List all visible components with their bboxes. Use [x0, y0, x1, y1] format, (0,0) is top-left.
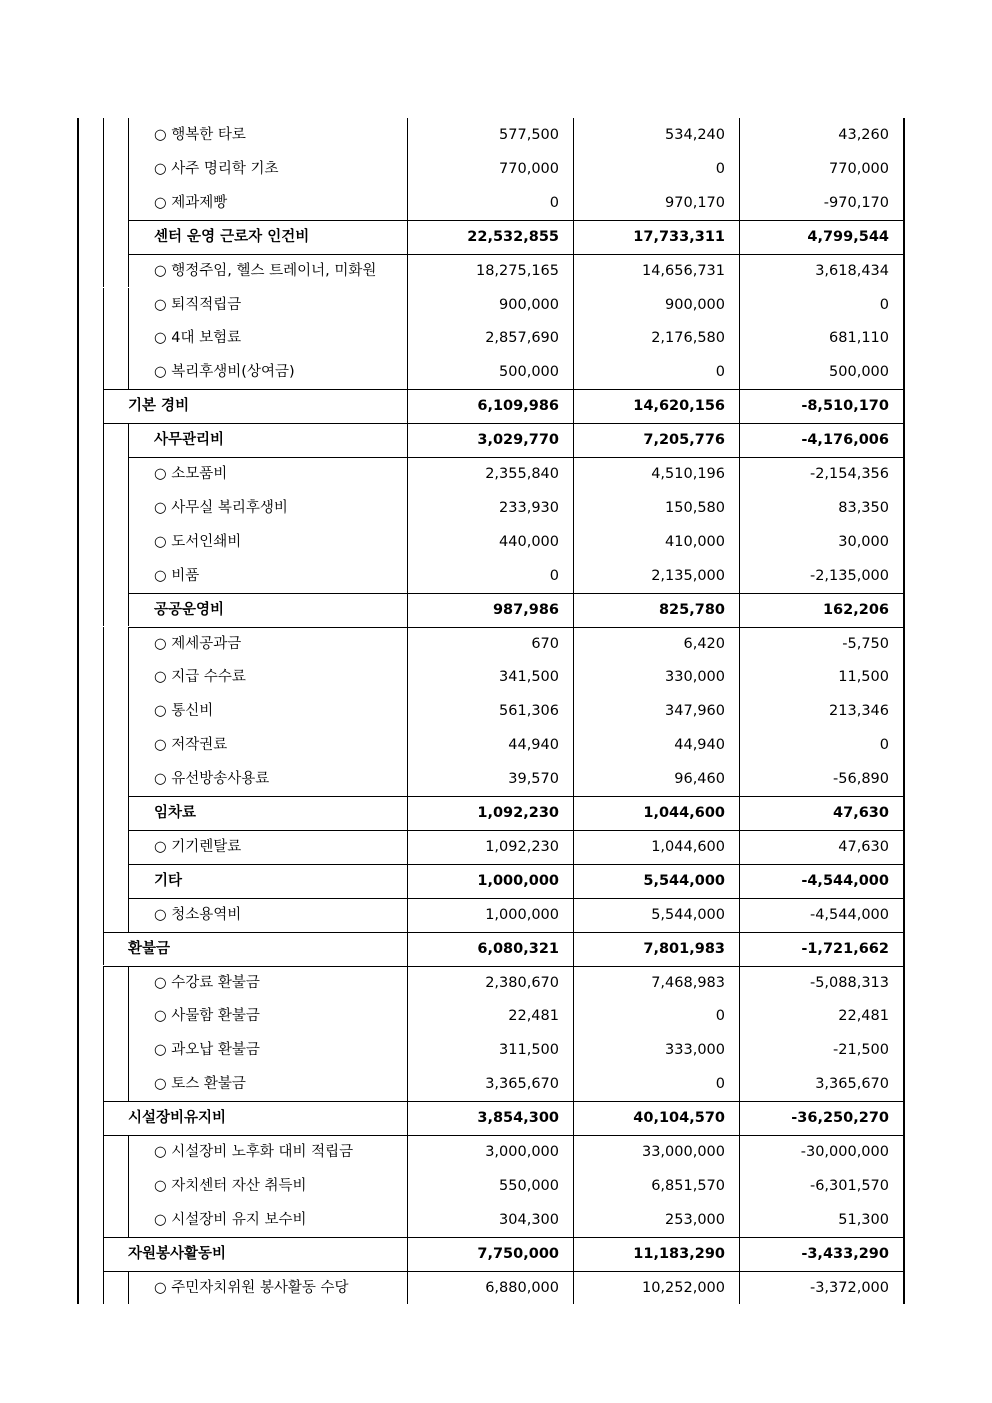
budget-amount: 500,000 [499, 364, 559, 381]
indent-line-l1 [103, 830, 104, 864]
settled-amount: 1,044,600 [643, 805, 725, 821]
difference-amount: 3,618,434 [815, 262, 889, 279]
settled-amount: 0 [715, 364, 725, 381]
line-item-label: ○ 토스 환불금 [154, 1076, 246, 1093]
indent-line-l1 [103, 694, 104, 728]
indent-line-l2 [128, 1203, 129, 1237]
settled-amount: 1,044,600 [651, 838, 725, 855]
settled-amount: 14,656,731 [641, 262, 725, 279]
line-item-label: ○ 퇴직적립금 [154, 296, 242, 313]
line-item-label: ○ 통신비 [154, 703, 214, 720]
budget-amount: 987,986 [492, 601, 559, 618]
line-item-label: ○ 제세공과금 [154, 635, 242, 652]
difference-amount: 500,000 [829, 364, 889, 381]
indent-line-l2 [128, 864, 129, 898]
indent-line-l2 [128, 966, 129, 1000]
difference-amount: -970,170 [823, 194, 889, 211]
indent-line-l1 [103, 932, 104, 966]
indent-line-l1 [103, 627, 104, 661]
budget-amount: 0 [549, 567, 559, 584]
budget-amount: 39,570 [508, 771, 559, 788]
difference-amount: -3,433,290 [801, 1245, 889, 1262]
budget-amount: 3,365,670 [485, 1076, 559, 1093]
indent-line-l1 [103, 559, 104, 593]
indent-line-l1 [103, 728, 104, 762]
line-item-label: ○ 행정주임, 헬스 트레이너, 미화원 [154, 262, 377, 279]
indent-line-l2 [128, 627, 129, 661]
settled-amount: 0 [715, 1076, 725, 1093]
settled-amount: 333,000 [665, 1042, 725, 1059]
difference-amount: -4,176,006 [801, 432, 889, 449]
indent-line-l2 [128, 254, 129, 288]
line-item-label: ○ 소모품비 [154, 466, 228, 482]
settled-amount: 150,580 [665, 499, 725, 516]
indent-line-l1 [103, 898, 104, 932]
indent-line-l2 [128, 796, 129, 830]
indent-line-l2 [128, 999, 129, 1033]
budget-amount: 341,500 [499, 669, 559, 686]
indent-line-l2 [128, 118, 129, 152]
budget-amount: 3,029,770 [477, 432, 559, 449]
difference-amount: -21,500 [833, 1042, 889, 1059]
settled-amount: 40,104,570 [633, 1110, 725, 1127]
difference-amount: 51,300 [838, 1211, 889, 1228]
category-label: 시설장비유지비 [128, 1110, 227, 1127]
difference-amount: -6,301,570 [809, 1177, 889, 1194]
difference-amount: -3,372,000 [809, 1279, 889, 1296]
difference-amount: -4,544,000 [801, 872, 889, 889]
category-label: 기본 경비 [128, 398, 190, 415]
budget-amount: 6,080,321 [477, 940, 559, 957]
budget-amount: 561,306 [499, 703, 559, 720]
line-item-label: ○ 4대 보험료 [154, 330, 242, 347]
budget-amount: 770,000 [499, 160, 559, 177]
category-label: 센터 운영 근로자 인건비 [154, 228, 310, 245]
settled-amount: 7,205,776 [643, 432, 725, 449]
indent-line-l2 [128, 728, 129, 762]
category-label: 사무관리비 [154, 432, 225, 449]
indent-line-l1 [103, 762, 104, 796]
indent-line-l1 [103, 220, 104, 254]
line-item-label: ○ 주민자치위원 봉사활동 수당 [154, 1279, 349, 1296]
difference-amount: 83,350 [838, 499, 889, 516]
budget-amount: 577,500 [499, 127, 559, 143]
settled-amount: 825,780 [658, 601, 725, 618]
line-item-label: ○ 도서인쇄비 [154, 533, 242, 550]
indent-line-l2 [128, 762, 129, 796]
difference-amount: 213,346 [829, 703, 889, 720]
indent-line-l2 [128, 525, 129, 559]
settled-amount: 347,960 [665, 703, 725, 720]
indent-line-l2 [128, 220, 129, 254]
budget-amount: 2,355,840 [485, 466, 559, 482]
indent-line-l2 [128, 1169, 129, 1203]
category-label: 환불금 [128, 940, 171, 957]
difference-amount: -1,721,662 [801, 940, 889, 957]
difference-amount: -2,135,000 [809, 567, 889, 584]
settled-amount: 2,176,580 [651, 330, 725, 347]
indent-line-l1 [103, 796, 104, 830]
difference-amount: 43,260 [838, 127, 889, 143]
settled-amount: 11,183,290 [633, 1245, 725, 1262]
settled-amount: 10,252,000 [641, 1279, 725, 1296]
line-item-label: ○ 사물함 환불금 [154, 1008, 260, 1025]
settled-amount: 410,000 [665, 533, 725, 550]
settled-amount: 96,460 [674, 771, 725, 788]
difference-amount: 770,000 [829, 160, 889, 177]
indent-line-l2 [128, 694, 129, 728]
line-item-label: ○ 수강료 환불금 [154, 974, 260, 991]
indent-line-l1 [103, 1203, 104, 1237]
budget-amount: 1,092,230 [485, 838, 559, 855]
indent-line-l2 [128, 593, 129, 627]
category-label: 자원봉사활동비 [128, 1245, 227, 1262]
settled-amount: 0 [715, 1008, 725, 1025]
budget-amount: 2,857,690 [485, 330, 559, 347]
line-item-label: ○ 시설장비 유지 보수비 [154, 1211, 307, 1228]
indent-line-l1 [103, 593, 104, 627]
difference-amount: 11,500 [838, 669, 889, 686]
indent-line-l2 [128, 559, 129, 593]
indent-line-l2 [128, 491, 129, 525]
indent-line-l1 [103, 423, 104, 457]
budget-amount: 440,000 [499, 533, 559, 550]
line-item-label: ○ 사무실 복리후생비 [154, 499, 288, 516]
indent-line-l1 [103, 660, 104, 694]
difference-amount: -5,750 [842, 635, 889, 652]
settled-amount: 14,620,156 [633, 398, 725, 415]
settled-amount: 2,135,000 [651, 567, 725, 584]
budget-amount: 7,750,000 [477, 1245, 559, 1262]
settled-amount: 900,000 [665, 296, 725, 313]
settled-amount: 0 [715, 160, 725, 177]
category-label: 임차료 [154, 805, 197, 821]
indent-line-l2 [128, 457, 129, 491]
indent-line-l2 [128, 660, 129, 694]
indent-line-l2 [128, 321, 129, 355]
indent-line-l1 [103, 254, 104, 288]
settled-amount: 330,000 [665, 669, 725, 686]
indent-line-l2 [128, 423, 129, 457]
indent-line-l1 [103, 457, 104, 491]
settled-amount: 7,468,983 [651, 974, 725, 991]
indent-line-l1 [103, 186, 104, 220]
difference-amount: 30,000 [838, 533, 889, 550]
indent-line-l2 [128, 288, 129, 322]
line-item-label: ○ 복리후생비(상여금) [154, 364, 295, 381]
budget-amount: 550,000 [499, 1177, 559, 1194]
line-item-label: ○ 제과제빵 [154, 194, 228, 211]
budget-amount: 18,275,165 [475, 262, 559, 279]
difference-amount: 0 [879, 296, 889, 313]
difference-amount: -30,000,000 [800, 1144, 889, 1160]
indent-line-l1 [103, 288, 104, 322]
budget-amount: 6,880,000 [485, 1279, 559, 1296]
indent-line-l1 [103, 355, 104, 389]
indent-line-l1 [103, 118, 104, 152]
settled-amount: 6,420 [683, 635, 725, 652]
budget-amount: 22,532,855 [467, 228, 559, 245]
difference-amount: 0 [879, 737, 889, 754]
difference-amount: -8,510,170 [801, 398, 889, 415]
settled-amount: 6,851,570 [651, 1177, 725, 1194]
difference-amount: 162,206 [822, 601, 889, 618]
indent-line-l2 [128, 1135, 129, 1169]
line-item-label: ○ 행복한 타로 [154, 127, 246, 143]
budget-amount: 311,500 [499, 1042, 559, 1059]
budget-amount: 900,000 [499, 296, 559, 313]
budget-amount: 0 [549, 194, 559, 211]
category-label: 기타 [154, 872, 183, 889]
indent-line-l1 [103, 966, 104, 1000]
settled-amount: 4,510,196 [651, 466, 725, 482]
indent-line-l1 [103, 999, 104, 1033]
indent-line-l2 [128, 152, 129, 186]
difference-amount: 3,365,670 [815, 1076, 889, 1093]
budget-amount: 1,000,000 [477, 872, 559, 889]
line-item-label: ○ 시설장비 노후화 대비 적립금 [154, 1144, 354, 1160]
budget-amount: 1,092,230 [477, 805, 559, 821]
budget-amount: 22,481 [508, 1008, 559, 1025]
indent-line-l1 [103, 491, 104, 525]
indent-line-l1 [103, 152, 104, 186]
difference-amount: 4,799,544 [807, 228, 889, 245]
indent-line-l1 [103, 1067, 104, 1101]
settled-amount: 253,000 [665, 1211, 725, 1228]
settled-amount: 970,170 [665, 194, 725, 211]
indent-line-l1 [103, 525, 104, 559]
difference-amount: 47,630 [838, 838, 889, 855]
indent-line-l1 [103, 1271, 104, 1304]
line-item-label: ○ 자치센터 자산 취득비 [154, 1177, 307, 1194]
settled-amount: 33,000,000 [641, 1144, 725, 1160]
settled-amount: 17,733,311 [633, 228, 725, 245]
indent-line-l1 [103, 1135, 104, 1169]
indent-line-l2 [128, 898, 129, 932]
indent-line-l2 [128, 1067, 129, 1101]
line-item-label: ○ 유선방송사용료 [154, 771, 270, 788]
budget-amount: 233,930 [499, 499, 559, 516]
settled-amount: 7,801,983 [643, 940, 725, 957]
budget-amount: 6,109,986 [477, 398, 559, 415]
line-item-label: ○ 저작권료 [154, 737, 228, 754]
indent-line-l2 [128, 355, 129, 389]
table-outer-right-border [903, 118, 905, 1304]
indent-line-l2 [128, 1033, 129, 1067]
difference-amount: -56,890 [833, 771, 889, 788]
settled-amount: 44,940 [674, 737, 725, 754]
difference-amount: -36,250,270 [791, 1110, 889, 1127]
indent-line-l1 [103, 1033, 104, 1067]
table-outer-left-border [77, 118, 79, 1304]
budget-amount: 44,940 [508, 737, 559, 754]
budget-amount: 3,000,000 [485, 1144, 559, 1160]
line-item-label: ○ 지급 수수료 [154, 669, 246, 686]
indent-line-l1 [103, 1169, 104, 1203]
budget-amount: 2,380,670 [485, 974, 559, 991]
line-item-label: ○ 비품 [154, 567, 200, 584]
category-label: 공공운영비 [154, 601, 225, 618]
budget-amount: 3,854,300 [477, 1110, 559, 1127]
difference-amount: -2,154,356 [809, 466, 889, 482]
difference-amount: -5,088,313 [809, 974, 889, 991]
indent-line-l1 [103, 864, 104, 898]
indent-line-l2 [128, 830, 129, 864]
settled-amount: 534,240 [665, 127, 725, 143]
line-item-label: ○ 기기렌탈료 [154, 838, 242, 855]
budget-amount: 304,300 [499, 1211, 559, 1228]
indent-line-l1 [103, 321, 104, 355]
line-item-label: ○ 사주 명리학 기초 [154, 160, 279, 177]
difference-amount: -4,544,000 [809, 906, 889, 923]
indent-line-l1 [103, 389, 104, 423]
difference-amount: 681,110 [829, 330, 889, 347]
budget-amount: 670 [531, 635, 559, 652]
indent-line-l2 [128, 1271, 129, 1304]
indent-line-l1 [103, 1101, 104, 1135]
difference-amount: 22,481 [838, 1008, 889, 1025]
line-item-label: ○ 과오납 환불금 [154, 1042, 260, 1059]
indent-line-l1 [103, 1237, 104, 1271]
budget-amount: 1,000,000 [485, 906, 559, 923]
line-item-label: ○ 청소용역비 [154, 906, 242, 923]
settled-amount: 5,544,000 [643, 872, 725, 889]
settled-amount: 5,544,000 [651, 906, 725, 923]
indent-line-l2 [128, 186, 129, 220]
difference-amount: 47,630 [833, 805, 889, 821]
